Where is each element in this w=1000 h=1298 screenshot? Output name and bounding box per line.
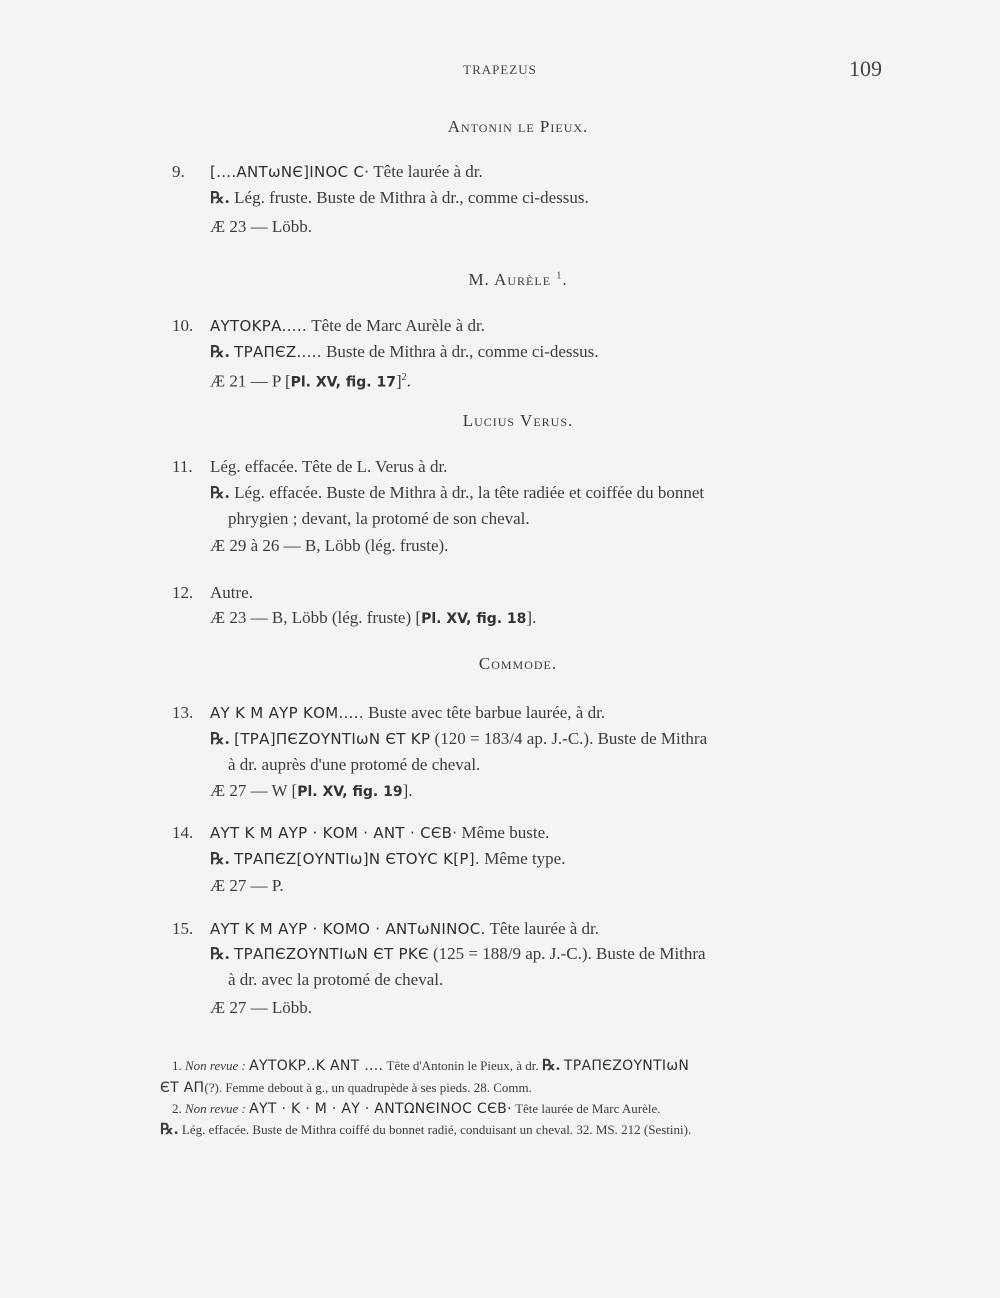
entry-9-obverse [172, 161, 483, 183]
reverse-sign: ℞. [160, 1120, 179, 1138]
greek-legend: [ΤΡΑ]ΠЄΖΟΥΝΤΙωΝ ЄΤ ΚΡ [234, 730, 431, 748]
meta-text-end: ] [395, 371, 402, 391]
entry-11-meta: Æ 29 à 26 — B, Löbb (lég. fruste). [210, 536, 449, 555]
greek-legend: ΑΥ Κ Μ ΑΥΡ ΚΟΜ..... [210, 704, 364, 722]
greek-legend: ΑΥΤΟΚΡΑ..... [210, 317, 307, 335]
description: Même buste. [461, 823, 550, 842]
entry-13-reverse-cont: à dr. auprès d'une protomé de cheval. [228, 755, 481, 774]
description: Tête laurée à dr. [373, 162, 483, 181]
entry-14-obverse [172, 822, 549, 844]
footnote-label: Non revue : [185, 1101, 246, 1116]
entry-9-meta: Æ 23 — Löbb. [210, 217, 312, 236]
greek-legend: ΑΥΤΟΚΡ..Κ ΑΝΤ .... [249, 1058, 384, 1074]
section-title-aurele: M. Aurèle $^1$. [468, 270, 568, 289]
greek-legend: [....ΑΝΤωΝЄ]ΙΝΟC C· [210, 163, 370, 181]
footnote-1-line-2 [160, 1079, 532, 1097]
plate-reference: Pl. XV, fig. 17 [290, 374, 396, 391]
entry-11-reverse [210, 482, 704, 504]
entry-number: 12. [172, 583, 194, 602]
meta-text-tail: . [406, 371, 411, 391]
reverse-sign: ℞. [210, 188, 230, 207]
footnote-ref: 2 [401, 372, 407, 383]
entry-11-obverse [172, 456, 447, 478]
footnote-1-line-1 [172, 1056, 689, 1075]
footnote-text: Lég. effacée. Buste de Mithra coiffé du bonnet radié, conduisant un cheval. 32. MS. 212 (Sestini). [181, 1122, 692, 1137]
entry-number: 11. [172, 457, 193, 476]
entry-15-meta: Æ 27 — Löbb. [210, 998, 312, 1017]
greek-legend: ΤΡΑΠЄΖ[ΟΥΝΤΙω]Ν ЄΤΟΥC Κ[Ρ]. [234, 850, 481, 868]
entry-15-obverse [172, 918, 599, 940]
reverse-sign: ℞. [210, 483, 230, 502]
meta-text: Æ 21 — P [ [210, 371, 291, 391]
plate-reference: Pl. XV, fig. 19 [297, 784, 403, 800]
entry-10-reverse [210, 341, 598, 363]
reverse-sign: ℞. [210, 729, 230, 748]
greek-legend: ЄΤ ΑΠ [160, 1080, 205, 1096]
reverse-sign: ℞. [210, 849, 230, 868]
meta-text: Æ 23 — B, Löbb (lég. fruste) [ [210, 608, 422, 627]
greek-legend: ΤΡΑΠЄΖ..... [234, 343, 322, 361]
plate-reference: Pl. XV, fig. 18 [421, 611, 527, 627]
greek-legend: ΤΡΑΠЄΖΟΥΝΤΙωΝ [563, 1058, 690, 1074]
meta-text: Æ 27 — W [ [210, 781, 298, 800]
entry-13-obverse [172, 702, 605, 724]
entry-14-reverse [210, 848, 565, 870]
footnote-2-line-2 [160, 1120, 691, 1139]
entry-number: 13. [172, 703, 194, 722]
meta-text-end: ]. [526, 608, 537, 627]
section-title-commode: Commode. [478, 654, 558, 673]
reverse-sign: ℞. [210, 342, 230, 361]
entry-9-reverse [210, 187, 589, 209]
section-title-text: M. Aurèle [468, 270, 552, 289]
description: Même type. [484, 849, 566, 868]
page-number: 109 [849, 56, 882, 81]
section-title-antonin: Antonin le Pieux. [447, 117, 589, 136]
entry-12-meta [210, 607, 536, 630]
running-head: TRAPEZUS [463, 62, 537, 77]
entry-10-obverse [172, 315, 485, 337]
footnote-2-line-1 [172, 1100, 661, 1118]
greek-legend: ΑΥΤ Κ Μ ΑΥΡ · ΚΟΜ · ΑΝΤ · CЄΒ· [210, 824, 458, 842]
description: Lég. fruste. Buste de Mithra à dr., comme ci-dessus. [234, 188, 589, 207]
description: (125 = 188/9 ap. J.-C.). Buste de Mithra [433, 944, 706, 963]
footnote-label: Non revue : [185, 1058, 246, 1073]
description: Lég. effacée. Tête de L. Verus à dr. [210, 457, 448, 476]
entry-number: 15. [172, 919, 194, 938]
footnote-number: 1. [172, 1058, 182, 1073]
footnote-ref: 1 [556, 270, 563, 282]
entry-number: 10. [172, 316, 194, 335]
description: (120 = 183/4 ap. J.-C.). Buste de Mithra [434, 729, 708, 748]
footnote-text: (?). Femme debout à g., un quadrupède à ses pieds. 28. Comm. [204, 1080, 532, 1095]
description: Buste avec tête barbue laurée, à dr. [368, 703, 606, 722]
description: Buste de Mithra à dr., comme ci-dessus. [326, 342, 599, 361]
description: Lég. effacée. Buste de Mithra à dr., la tête radiée et coiffée du bonnet [234, 483, 705, 502]
entry-15-reverse-cont: à dr. avec la protomé de cheval. [228, 970, 444, 989]
footnote-text: Tête laurée de Marc Aurèle. [515, 1101, 661, 1116]
entry-11-reverse-cont: phrygien ; devant, la protomé de son cheval. [228, 509, 530, 528]
entry-14-meta: Æ 27 — P. [210, 876, 284, 895]
description: Autre. [210, 583, 253, 602]
entry-number: 9. [172, 162, 185, 181]
reverse-sign: ℞. [541, 1056, 561, 1074]
entry-13-meta [210, 780, 412, 803]
section-title-verus: Lucius Verus. [462, 411, 574, 430]
entry-number: 14. [172, 823, 194, 842]
greek-legend: ΤΡΑΠЄΖΟΥΝΤΙωΝ ЄΤ ΡΚЄ [234, 945, 429, 963]
footnote-number: 2. [172, 1101, 182, 1116]
description: Tête laurée à dr. [489, 919, 600, 938]
reverse-sign: ℞. [210, 944, 230, 963]
entry-10-meta [210, 367, 411, 394]
entry-12-obverse [172, 582, 253, 604]
entry-13-reverse [210, 728, 707, 750]
meta-text-end: ]. [402, 781, 413, 800]
greek-legend: ΑΥΤ · Κ · Μ · ΑΥ · ΑΝΤΩΝЄΙΝΟC CЄΒ· [249, 1101, 512, 1117]
greek-legend: ΑΥΤ Κ Μ ΑΥΡ · ΚΟΜΟ · ΑΝΤωΝΙΝΟC. [210, 920, 486, 938]
footnote-text: Tête d'Antonin le Pieux, à dr. [386, 1058, 539, 1073]
description: Tête de Marc Aurèle à dr. [311, 316, 485, 335]
entry-15-reverse [210, 943, 706, 965]
